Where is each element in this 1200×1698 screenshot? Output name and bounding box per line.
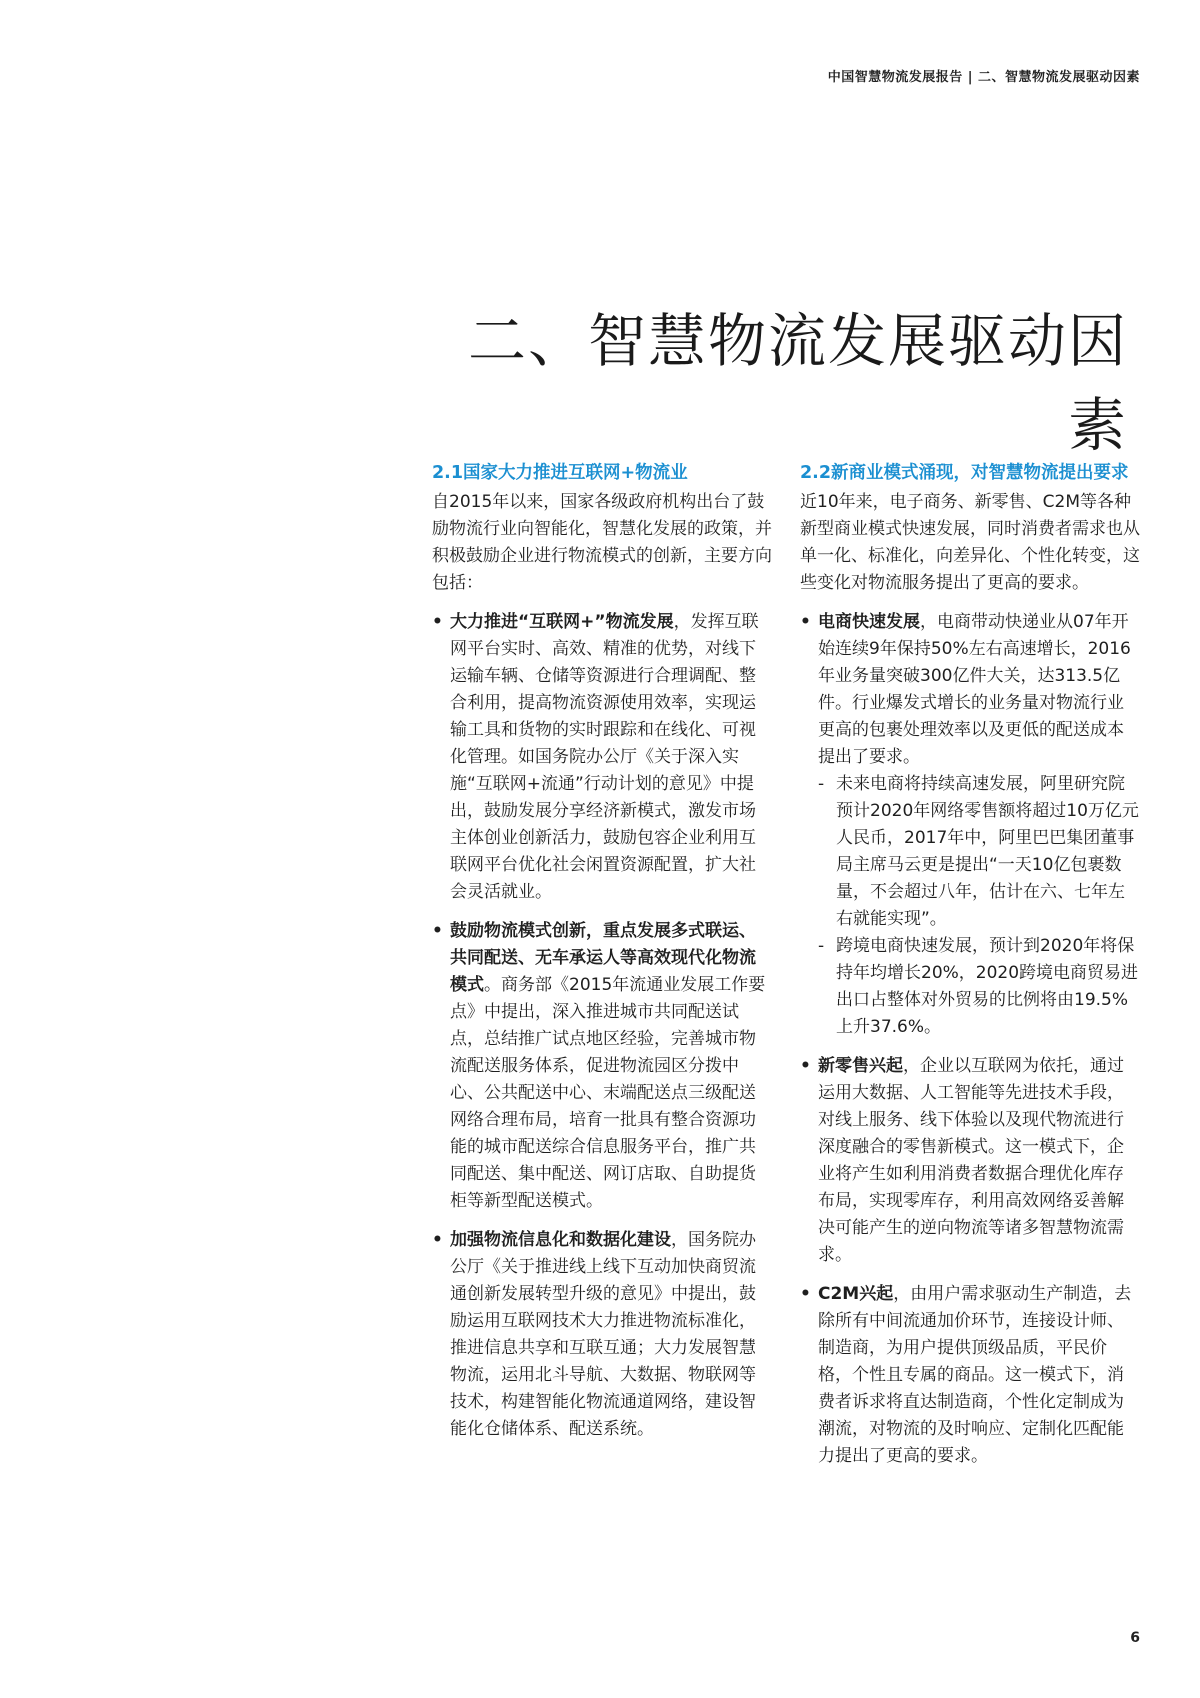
sub-item [818,771,1140,933]
bullet-title: 加强物流信息化和数据化建设 [450,1230,671,1250]
sub-item-text: 未来电商将持续高速发展，阿里研究院预计2020年网络零售额将超过10万亿元人民币，2017年中，阿里巴巴集团董事局主席马云更是提出“一天10亿包裹数量，不会超过八年，估计在六、七年左右就能实现”。 [836,774,1139,929]
section-heading-2-2: 2.2新商业模式涌现，对智慧物流提出要求 [800,463,1129,483]
section-intro: 自2015年以来，国家各级政府机构出台了鼓励物流行业向智能化，智慧化发展的政策，并积极鼓励企业进行物流模式的创新，主要方向包括： [432,492,772,593]
bullet-item [800,1281,1140,1470]
section-intro: 近10年来，电子商务、新零售、C2M等各种新型商业模式快速发展，同时消费者需求也从单一化、标准化，向差异化、个性化转变，这些变化对物流服务提出了更高的要求。 [800,492,1140,593]
bullet-text: 。商务部《2015年流通业发展工作要点》中提出，深入推进城市共同配送试点，总结推广试点地区经验，完善城市物流配送服务体系，促进物流园区分拨中心、公共配送中心、末端配送点三级配送网络合理布局，培育一批具有整合资源功能的城市配送综合信息服务平台，推广共同配送、集中配送、网订店取、自助提货柜等新型配送模式。 [450,975,766,1211]
bullet-title: C2M兴起 [818,1284,894,1304]
bullet-title: 电商快速发展 [818,612,920,632]
bullet-text: ，企业以互联网为依托，通过运用大数据、人工智能等先进技术手段，对线上服务、线下体验以及现代物流进行深度融合的零售新模式。这一模式下，企业将产生如利用消费者数据合理优化库存布局，实现零库存，利用高效网络妥善解决可能产生的逆向物流等诸多智慧物流需求。 [818,1056,1124,1265]
bullet-title: 鼓励物流模式创新，重点发展多式联运、共同配送、无车承运人等高效现代化物流模式 [450,921,756,995]
bullet-dot-icon: • [432,921,443,941]
bullet-item [432,918,772,1215]
bullet-dot-icon: • [800,612,811,632]
bullet-list [800,609,1140,1470]
sub-list [818,771,1140,1041]
bullet-dot-icon: • [432,612,443,632]
sub-item-text: 跨境电商快速发展，预计到2020年将保持年均增长20%，2020跨境电商贸易进出口占整体对外贸易的比例将由19.5%上升37.6%。 [836,936,1139,1037]
page-title: 二、智慧物流发展驱动因素 [467,306,1128,459]
bullet-dot-icon: • [432,1230,443,1250]
bullet-item [800,609,1140,1041]
bullet-dot-icon: • [800,1284,811,1304]
bullet-item [432,1227,772,1443]
bullet-dot-icon: • [800,1056,811,1076]
bullet-text: ，国务院办公厅《关于推进线上线下互动加快商贸流通创新发展转型升级的意见》中提出，鼓励运用互联网技术大力推进物流标准化，推进信息共享和互联互通；大力发展智慧物流，运用北斗导航、大数据、物联网等技术，构建智能化物流通道网络，建设智能化仓储体系、配送系统。 [450,1230,756,1439]
running-header: 中国智慧物流发展报告 | 二、智慧物流发展驱动因素 [827,70,1140,85]
bullet-item [432,609,772,906]
dash-icon: - [818,774,825,794]
dash-icon: - [818,936,825,956]
bullet-title: 大力推进“互联网+”物流发展 [450,612,674,632]
section-2-2 [800,460,1140,1482]
page-number: 6 [1130,1630,1140,1646]
sub-item [818,933,1140,1041]
bullet-text: ，发挥互联网平台实时、高效、精准的优势，对线下运输车辆、仓储等资源进行合理调配、整合利用，提高物流资源使用效率，实现运输工具和货物的实时跟踪和在线化、可视化管理。如国务院办公厅《关于深入实施“互联网+流通”行动计划的意见》中提出，鼓励发展分享经济新模式，激发市场主体创业创新活力，鼓励包容企业利用互联网平台优化社会闲置资源配置，扩大社会灵活就业。 [450,612,759,902]
bullet-list [432,609,772,1443]
section-2-1 [432,460,772,1455]
section-heading-2-1: 2.1国家大力推进互联网+物流业 [432,463,688,483]
bullet-title: 新零售兴起 [818,1056,903,1076]
bullet-text: ，由用户需求驱动生产制造，去除所有中间流通加价环节，连接设计师、制造商，为用户提供顶级品质，平民价格，个性且专属的商品。这一模式下，消费者诉求将直达制造商，个性化定制成为潮流，对物流的及时响应、定制化匹配能力提出了更高的要求。 [818,1284,1132,1466]
bullet-item [800,1053,1140,1269]
bullet-text: ，电商带动快递业从07年开始连续9年保持50%左右高速增长，2016年业务量突破300亿件大关，达313.5亿件。行业爆发式增长的业务量对物流行业更高的包裹处理效率以及更低的配送成本提出了要求。 [818,612,1131,767]
